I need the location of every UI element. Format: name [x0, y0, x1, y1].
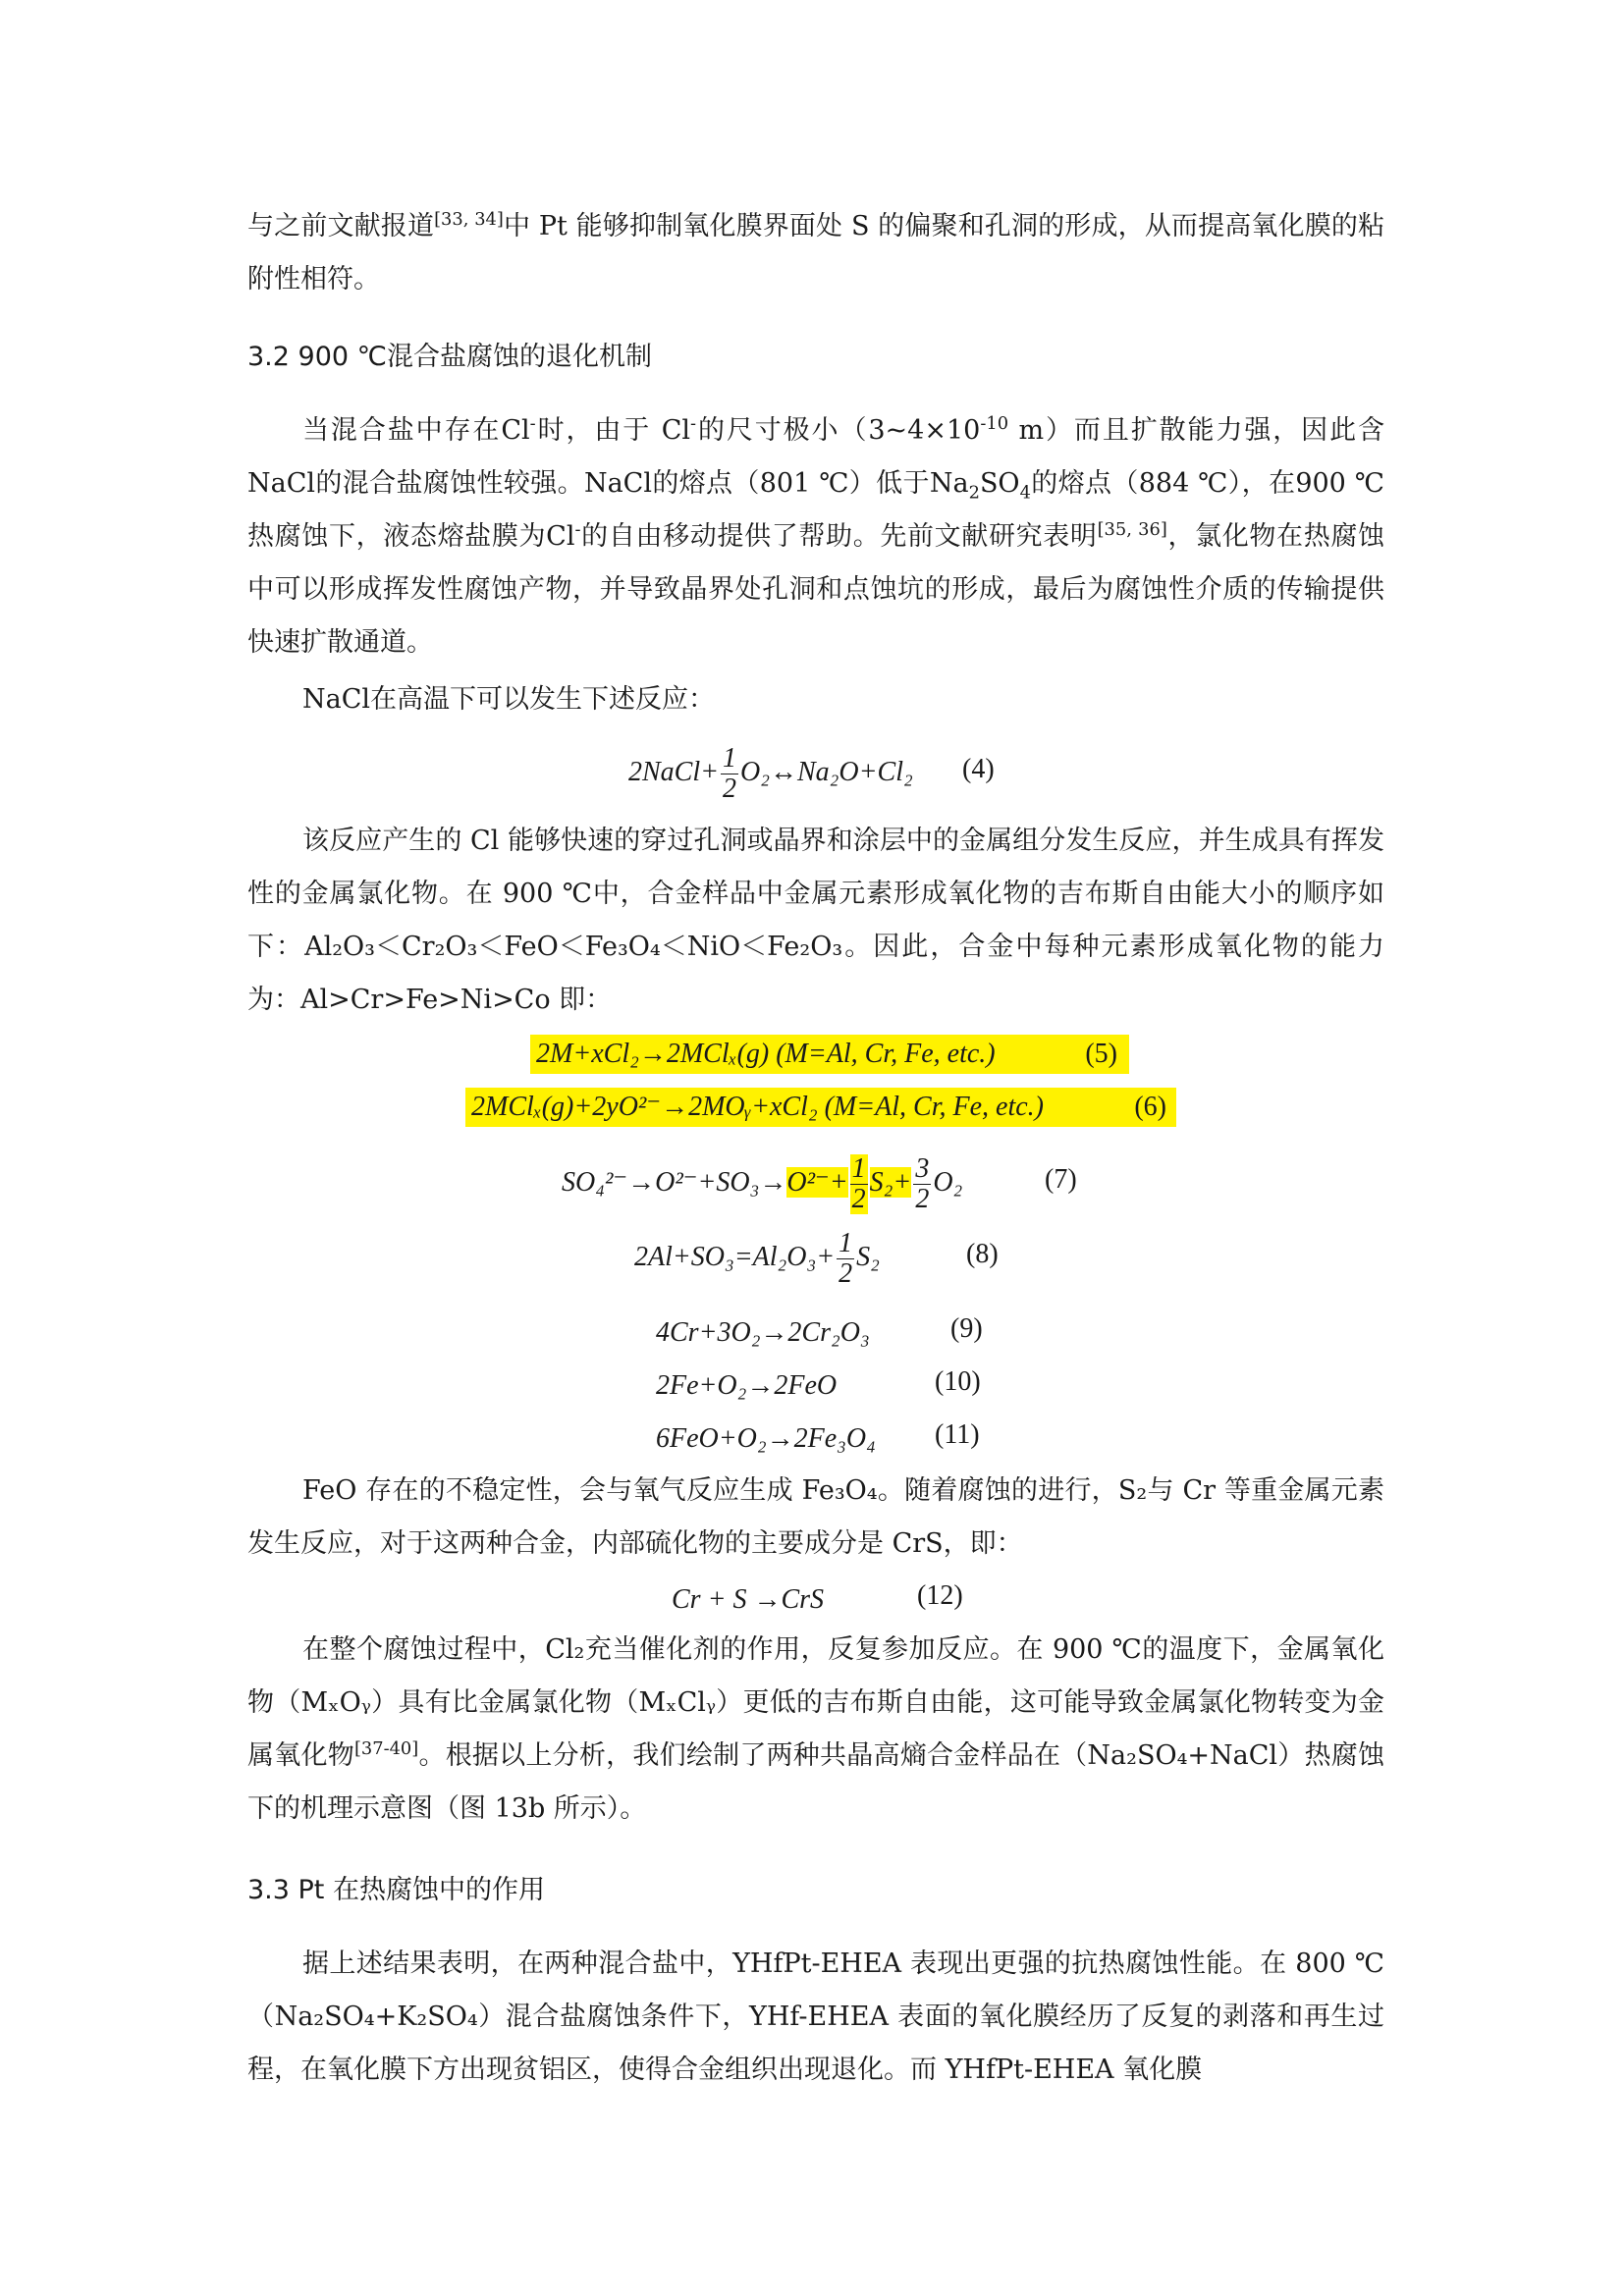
paragraph-2: 当混合盐中存在Cl-时，由于 Cl-的尺寸极小（$3\sim 4\times 10^{-10}$ m）而且扩散能力强，因此含NaCl的混合盐腐蚀性较强。NaCl的熔点（801 ℃）低于$Na_2SO_4$的熔点（884 ℃），在900 ℃热腐蚀下，液态熔盐膜为Cl-的自由移动提供了帮助。先前文献研究表明[35, 36]，氯化物在热腐蚀中可以形成挥发性腐蚀产物，并导致晶界处孔洞和点蚀坑的形成，最后为腐蚀性介质的传输提供快速扩散通道。	[247, 413, 1385, 658]
equation-11-number: (11)	[935, 1419, 980, 1450]
equation-8: 2Al+SO₃=Al₂O₃+ $\frac{1}{2}$ S₂	[634, 1228, 880, 1289]
paragraph-7: 据上述结果表明，在两种混合盐中，YHfPt-EHEA 表现出更强的抗热腐蚀性能。在 800 ℃（Na₂SO₄+K₂SO₄）混合盐腐蚀条件下，YHf-EHEA 表面的氧化膜经历了反复的剥落和再生过程，在氧化膜下方出现贫铝区，使得合金组织出现退化。而 YHfPt-EHEA 氧化膜	[247, 1949, 1384, 2085]
equation-6: 2MClₓ(g)+2yO²⁻→2MOᵧ+xCl₂ (M=Al, Cr, Fe, etc.) (6)	[465, 1088, 1176, 1127]
equation-4: 2NaCl+ $\frac{1}{2}$ O₂↔Na₂O+Cl₂	[628, 743, 913, 804]
paragraph-6: 在整个腐蚀过程中，Cl₂充当催化剂的作用，反复参加反应。在 900 ℃的温度下，金属氧化物（MₓOᵧ）具有比金属氯化物（MₓClᵧ）更低的吉布斯自由能，这可能导致金属氯化物转变为金属氧化物[37-40]。根据以上分析，我们绘制了两种共晶高熵合金样品在（Na₂SO₄+NaCl）热腐蚀下的机理示意图（图 13b 所示）。	[247, 1634, 1385, 1824]
citation-35-36: [35, 36]	[1097, 519, 1167, 540]
equation-4-number: (4)	[962, 754, 995, 784]
equation-12-number: (12)	[917, 1580, 963, 1611]
citation-33-34: [33, 34]	[434, 209, 504, 230]
citation-37-40: [37-40]	[353, 1738, 419, 1759]
equation-12: Cr + S →CrS	[672, 1584, 825, 1615]
equation-5: 2M+xCl₂→2MClₓ(g) (M=Al, Cr, Fe, etc.) (5)	[530, 1035, 1129, 1074]
equation-10: 2Fe+O₂→2FeO	[656, 1370, 838, 1401]
equation-8-number: (8)	[966, 1239, 999, 1269]
paragraph-4: 该反应产生的 Cl 能够快速的穿过孔洞或晶界和涂层中的金属组分发生反应，并生成具有挥发性的金属氯化物。在 900 ℃中，合金样品中金属元素形成氧化物的吉布斯自由能大小的顺序如下：Al₂O₃＜Cr₂O₃＜FeO＜Fe₃O₄＜NiO＜Fe₂O₃。因此，合金中每种元素形成氧化物的能力为：Al>Cr>Fe>Ni>Co 即：	[247, 826, 1384, 1015]
fraction-half: $\frac{1}{2}$	[723, 743, 737, 804]
paragraph-5: FeO 存在的不稳定性，会与氧气反应生成 Fe₃O₄。随着腐蚀的进行，S₂与 Cr 等重金属元素发生反应，对于这两种合金，内部硫化物的主要成分是 CrS，即：	[247, 1475, 1384, 1559]
section-heading-3-3: 3.3 Pt 在热腐蚀中的作用	[247, 1875, 545, 1905]
equation-9-number: (9)	[950, 1313, 983, 1344]
equation-10-number: (10)	[935, 1366, 981, 1397]
paragraph-1: 与之前文献报道[33, 34]中 Pt 能够抑制氧化膜界面处 S 的偏聚和孔洞的形成，从而提高氧化膜的粘附性相符。	[247, 209, 1385, 294]
equation-7-number: (7)	[1045, 1164, 1077, 1195]
equation-9: 4Cr+3O₂→2Cr₂O₃	[656, 1317, 870, 1348]
equation-11: 6FeO+O₂→2Fe₃O₄	[656, 1423, 876, 1454]
paragraph-3: NaCl在高温下可以发生下述反应：	[302, 684, 716, 715]
section-heading-3-2: 3.2 900 ℃混合盐腐蚀的退化机制	[247, 342, 652, 372]
equation-7: SO₄²⁻→O²⁻+SO₃→O²⁻+ $\frac{1}{2}$ S₂+ $\frac{3}{2}$ O₂	[562, 1153, 963, 1214]
